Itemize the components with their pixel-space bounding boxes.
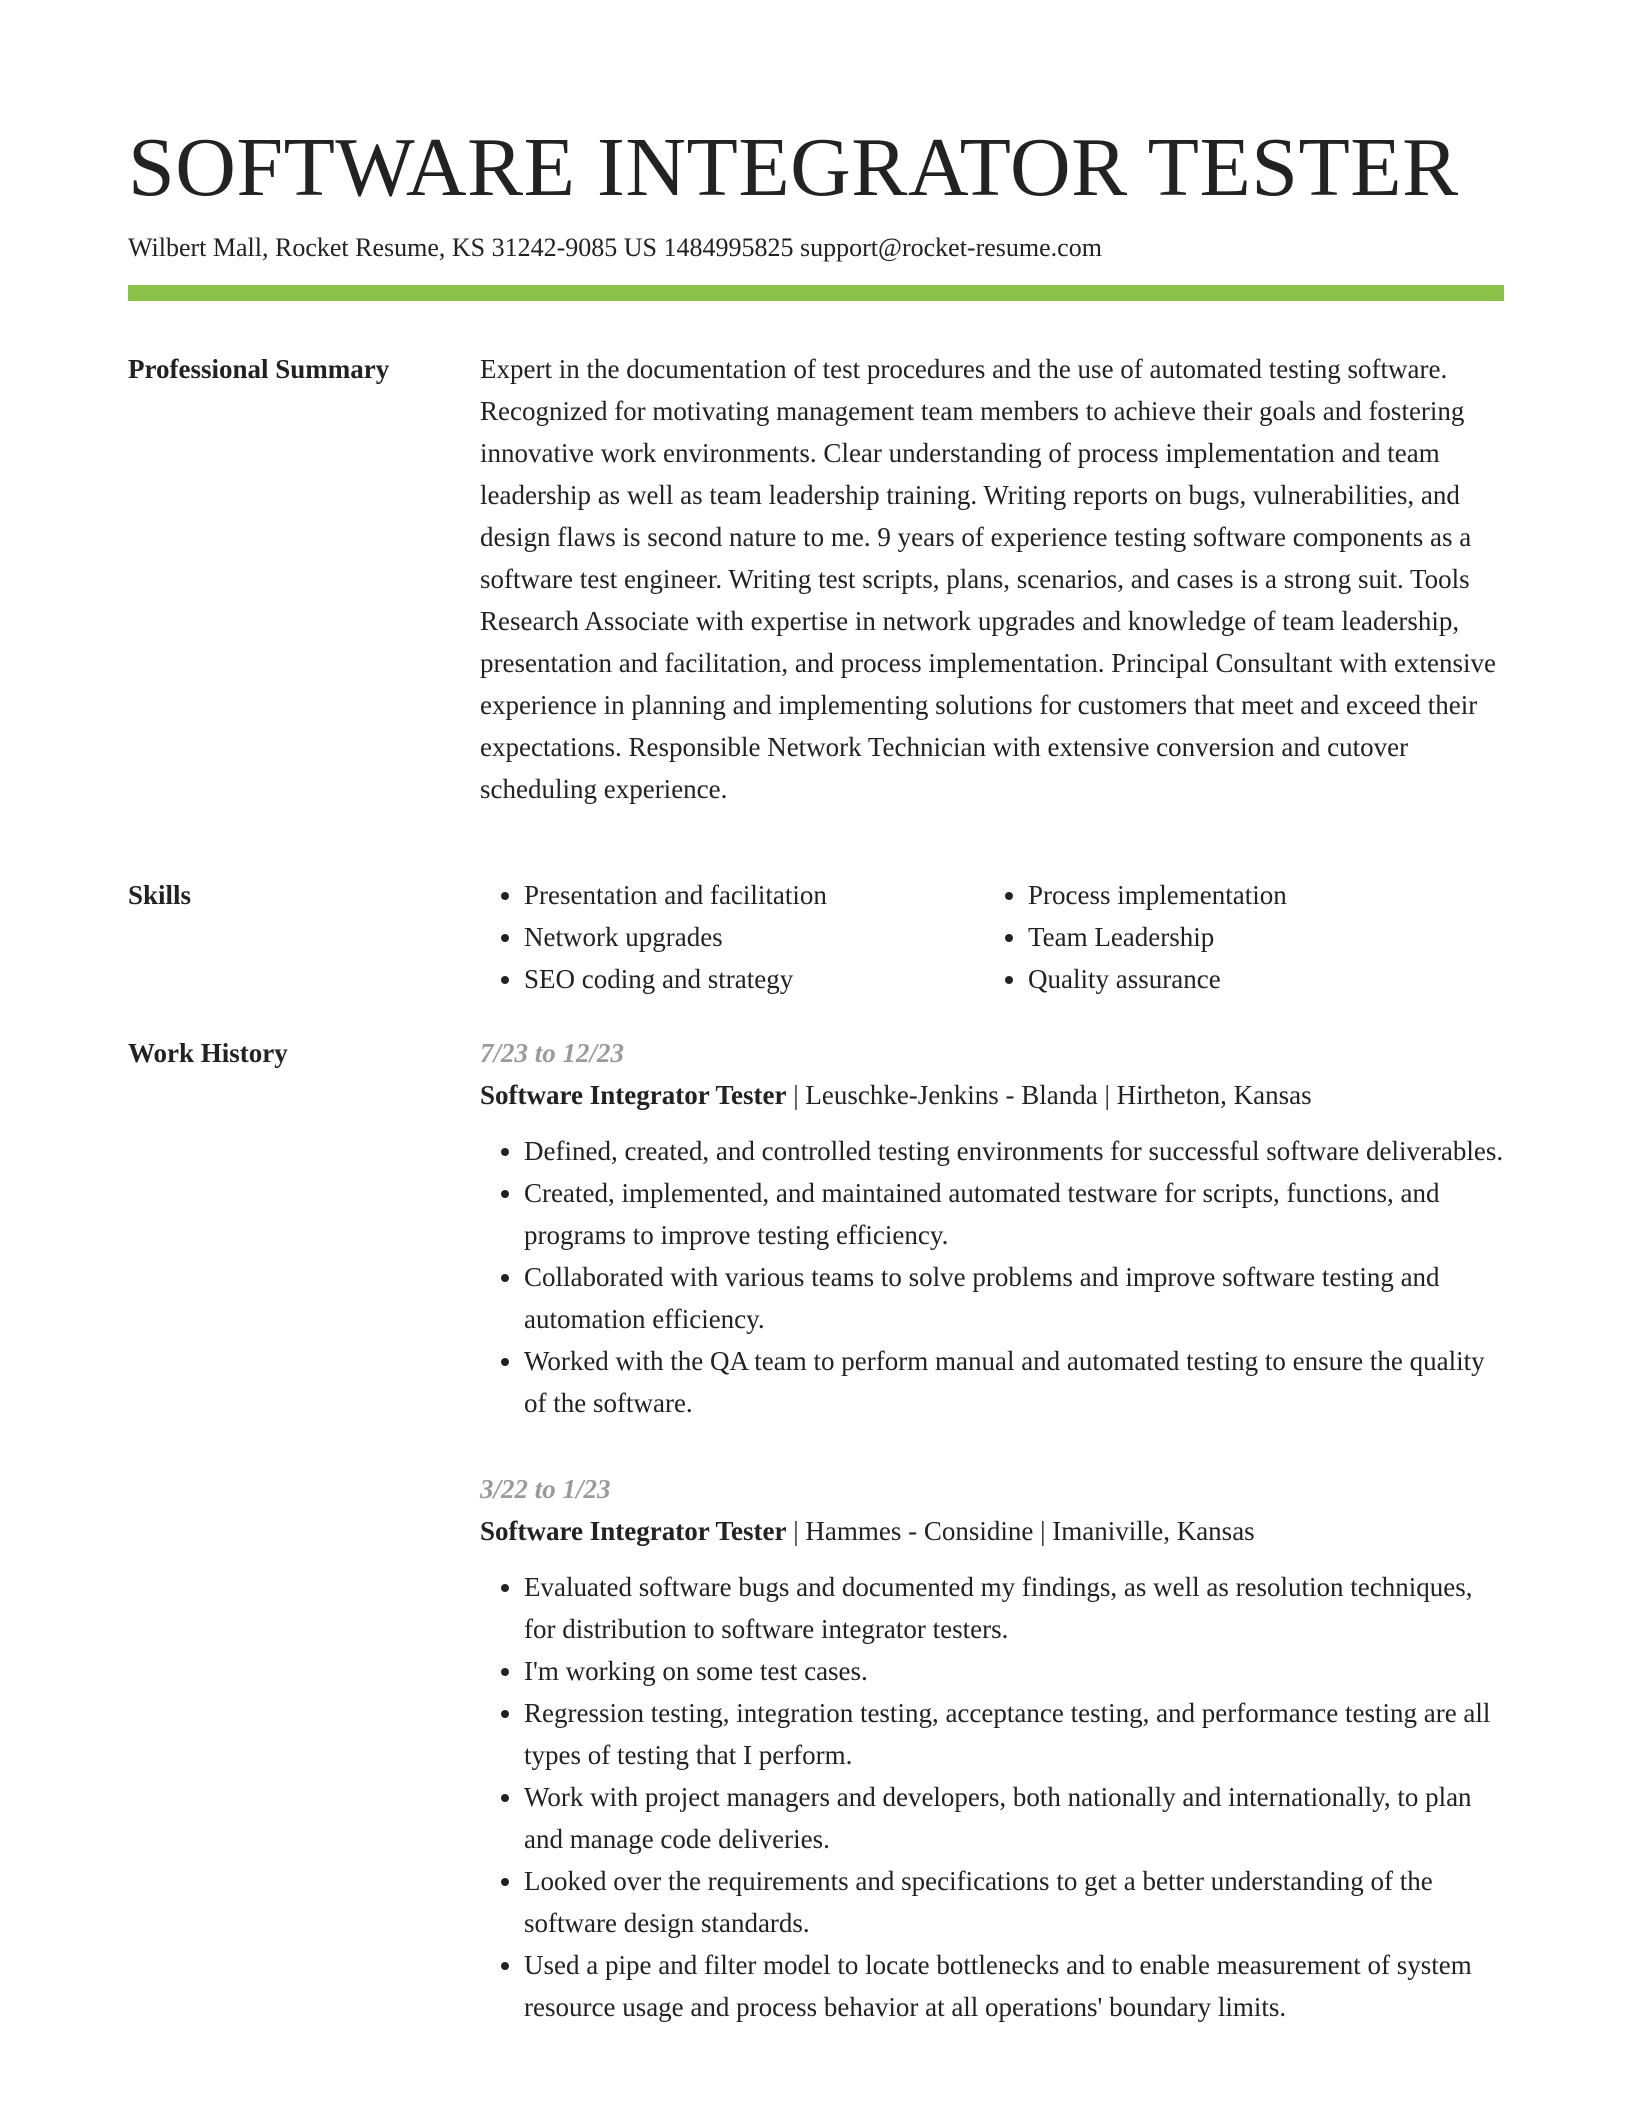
job-bullet: • I'm working on some test cases. bbox=[524, 1650, 1504, 1692]
job-heading bbox=[480, 1510, 1504, 1552]
job-dates: 3/22 to 1/23 bbox=[480, 1474, 611, 1504]
header-divider bbox=[128, 285, 1504, 301]
contact-line: Wilbert Mall, Rocket Resume, KS 31242-9085 US 1484995825 support@rocket-resume.com bbox=[128, 233, 1102, 262]
professional-summary-text: Expert in the documentation of test procedures and the use of automated testing software. Recognized for motivating management team members to achieve their goals and fostering innovative work environments. Clear understanding of process implementation and team leadership as well as team leadership training. Writing reports on bugs, vulnerabilities, and design flaws is second nature to me. 9 years of experience testing software components as a software test engineer. Writing test scripts, plans, scenarios, and cases is a strong suit. Tools Research Associate with expertise in network upgrades and knowledge of team leadership, presentation and facilitation, and process implementation. Principal Consultant with extensive experience in planning and implementing solutions for customers that meet and exceed their expectations. Responsible Network Technician with extensive conversion and cutover scheduling experience. bbox=[480, 354, 1497, 804]
skill-item: • Process implementation bbox=[1028, 874, 1488, 916]
job-bullet: • Created, implemented, and maintained automated testware for scripts, functions, and programs to improve testing efficiency. bbox=[524, 1172, 1504, 1256]
skill-item: • SEO coding and strategy bbox=[524, 958, 984, 1000]
job-heading bbox=[480, 1074, 1504, 1116]
job-entry bbox=[480, 1032, 1504, 1424]
job-bullet: • Worked with the QA team to perform manual and automated testing to ensure the quality of the software. bbox=[524, 1340, 1504, 1424]
job-details: | Hammes - Considine | Imaniville, Kansas bbox=[786, 1516, 1255, 1546]
job-title: Software Integrator Tester bbox=[480, 1080, 787, 1110]
job-title: Software Integrator Tester bbox=[480, 1516, 787, 1546]
job-bullet: • Defined, created, and controlled testing environments for successful software deliverables. bbox=[524, 1130, 1504, 1172]
skills-list-left bbox=[480, 874, 984, 1000]
job-entry bbox=[480, 1468, 1504, 2028]
resume-name: SOFTWARE INTEGRATOR TESTER bbox=[128, 121, 1459, 214]
job-bullet: • Used a pipe and filter model to locate bottlenecks and to enable measurement of system resource usage and process behavior at all operations' boundary limits. bbox=[524, 1944, 1504, 2028]
skills-list-right bbox=[984, 874, 1488, 1000]
skill-item: • Network upgrades bbox=[524, 916, 984, 958]
skill-item: • Team Leadership bbox=[1028, 916, 1488, 958]
job-bullet: • Regression testing, integration testing, acceptance testing, and performance testing are all types of testing that I perform. bbox=[524, 1692, 1504, 1776]
job-bullet: • Evaluated software bugs and documented my findings, as well as resolution techniques, for distribution to software integrator testers. bbox=[524, 1566, 1504, 1650]
job-bullet: • Work with project managers and developers, both nationally and internationally, to plan and manage code deliveries. bbox=[524, 1776, 1504, 1860]
skill-item: • Presentation and facilitation bbox=[524, 874, 984, 916]
job-bullet: • Looked over the requirements and specifications to get a better understanding of the software design standards. bbox=[524, 1860, 1504, 1944]
professional-summary-heading: Professional Summary bbox=[128, 354, 390, 384]
job-bullets bbox=[480, 1130, 1504, 1424]
job-details: | Leuschke-Jenkins - Blanda | Hirtheton, Kansas bbox=[786, 1080, 1312, 1110]
skill-item: • Quality assurance bbox=[1028, 958, 1488, 1000]
job-bullet: • Collaborated with various teams to solve problems and improve software testing and automation efficiency. bbox=[524, 1256, 1504, 1340]
job-bullets bbox=[480, 1566, 1504, 2028]
work-history-heading: Work History bbox=[128, 1038, 288, 1068]
job-dates: 7/23 to 12/23 bbox=[480, 1038, 625, 1068]
skills-heading: Skills bbox=[128, 880, 192, 910]
